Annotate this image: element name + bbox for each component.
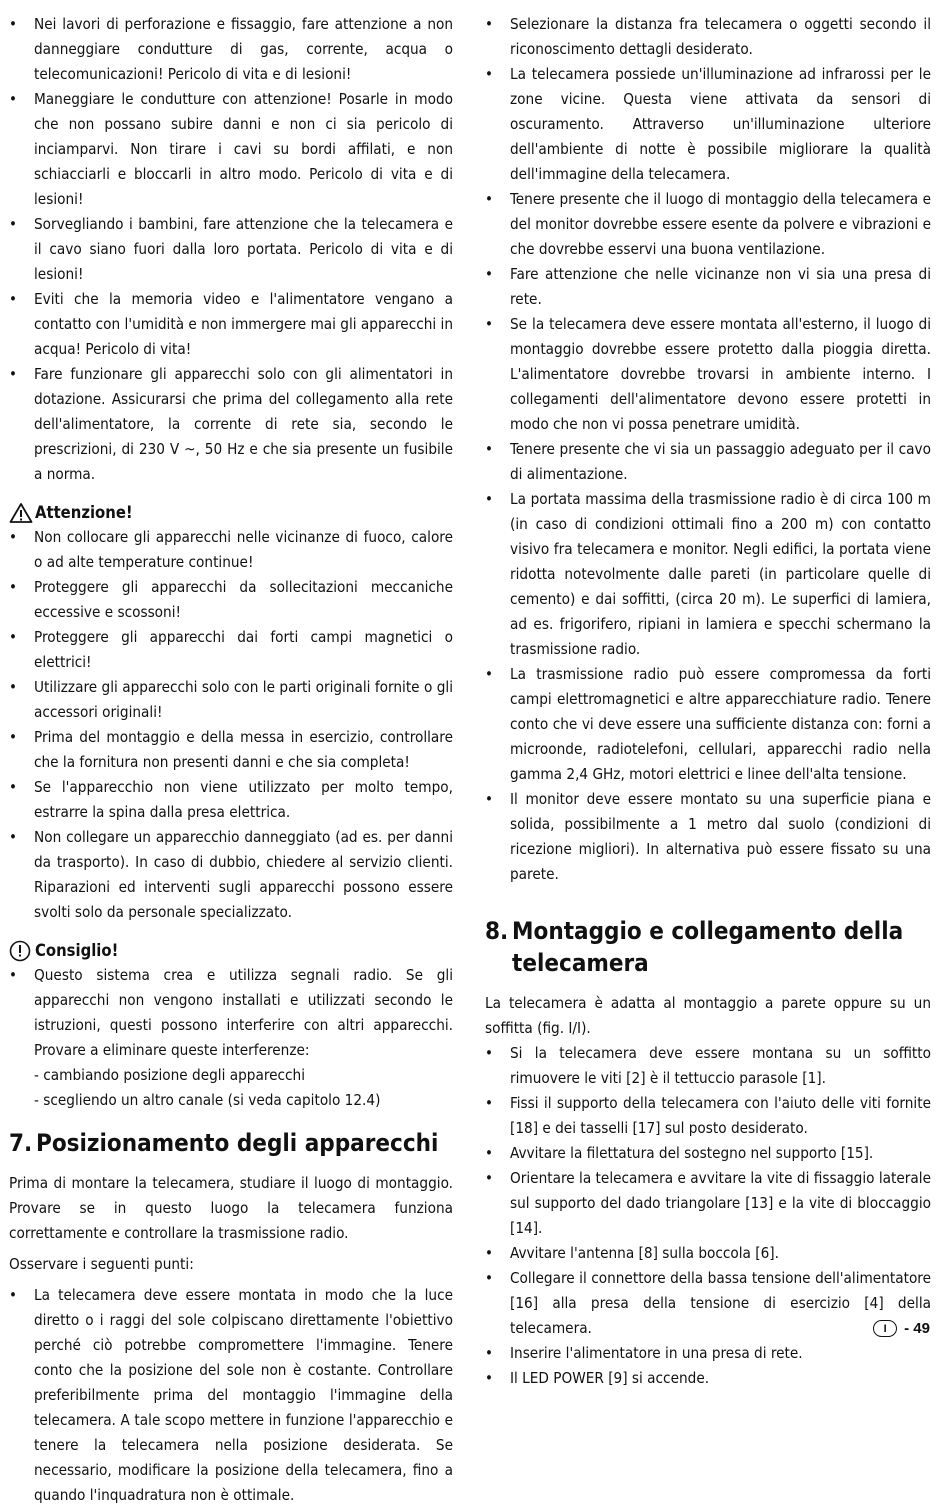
section-7-bullet-list [9, 1283, 453, 1508]
list-item: • Eviti che la memoria video e l'alimentatore vengano a contatto con l'umidità e non immergere mai gli apparecchi in acqua! Pericolo di vita! [9, 287, 453, 362]
section-7-intro: Prima di montare la telecamera, studiare il luogo di montaggio. Provare se in questo luogo la telecamera funziona correttamente e controllare la trasmissione radio. [9, 1174, 453, 1242]
list-item: • Tenere presente che vi sia un passaggio adeguato per il cavo di alimentazione. [485, 437, 931, 487]
list-item: • Fissi il supporto della telecamera con l'aiuto delle viti fornite [18] e dei tasselli [17] sul posto desiderato. [485, 1091, 931, 1141]
list-item: • Sorvegliando i bambini, fare attenzione che la telecamera e il cavo siano fuori dalla loro portata. Pericolo di vita e di lesioni! [9, 212, 453, 287]
list-item: • Proteggere gli apparecchi da sollecitazioni meccaniche eccessive e scossoni! [9, 575, 453, 625]
placement-bullet-list [485, 12, 931, 887]
list-item: • Prima del montaggio e della messa in esercizio, controllare che la fornitura non presenti danni e che sia completa! [9, 725, 453, 775]
section-number: 8. [485, 917, 509, 945]
section-title: Montaggio e collegamento della telecamera [512, 917, 904, 977]
advice-text: Questo sistema crea e utilizza segnali radio. Se gli apparecchi non vengono installati e utilizzati secondo le istruzioni, questi possono interferire con altri apparecchi. Provare a eliminare queste interferenze: [34, 966, 453, 1059]
list-item: • Se la telecamera deve essere montata all'esterno, il luogo di montaggio dovrebbe essere protetto dalla pioggia diretta. L'alimentatore dovrebbe trovarsi in ambiente interno. I collegamenti dell'alimentatore devono essere protetti in modo che non vi possa penetrare umidità. [485, 312, 931, 437]
list-item: • Avvitare la filettatura del sostegno nel supporto [15]. [485, 1141, 931, 1166]
list-item: • Non collocare gli apparecchi nelle vicinanze di fuoco, calore o ad alte temperature continue! [9, 525, 453, 575]
page-number: - 49 [904, 1320, 930, 1337]
advice-sub-item: - scegliendo un altro canale (si veda capitolo 12.4) [34, 1091, 381, 1109]
list-item: • Tenere presente che il luogo di montaggio della telecamera e del monitor dovrebbe essere esente da polvere e vibrazioni e che dovrebbe esservi una buona ventilazione. [485, 187, 931, 262]
section-8-bullet-list [485, 1041, 931, 1391]
exclamation-circle-icon [9, 940, 33, 962]
list-item: • Fare attenzione che nelle vicinanze non vi sia una presa di rete. [485, 262, 931, 312]
attention-title: Attenzione! [35, 503, 133, 522]
left-column [9, 12, 453, 1508]
list-item: • Fare funzionare gli apparecchi solo con gli alimentatori in dotazione. Assicurarsi che prima del collegamento alla rete dell'alimentatore, la corrente di rete sia, secondo le prescrizioni, di 230 V ∼, 50 Hz e che sia presente un fusibile a norma. [9, 362, 453, 487]
advice-bullet-list [9, 963, 453, 1113]
attention-heading [9, 500, 453, 525]
advice-sub-item: - cambiando posizione degli apparecchi [34, 1066, 305, 1084]
list-item: • Non collegare un apparecchio danneggiato (ad es. per danni da trasporto). In caso di dubbio, chiedere al servizio clienti. Riparazioni ed interventi sugli apparecchi possono essere svolti solo da personale specializzato. [9, 825, 453, 925]
advice-heading [9, 938, 453, 963]
right-column [485, 12, 931, 1391]
list-item: • Si la telecamera deve essere montana su un soffitto rimuovere le viti [2] è il tettuccio parasole [1]. [485, 1041, 931, 1091]
list-item: • Il LED POWER [9] si accende. [485, 1366, 931, 1391]
language-badge: I [873, 1320, 897, 1337]
safety-bullet-list [9, 12, 453, 487]
list-item: • Utilizzare gli apparecchi solo con le parti originali fornite o gli accessori originali! [9, 675, 453, 725]
list-item: • La portata massima della trasmissione radio è di circa 100 m (in caso di condizioni ottimali fino a 200 m) con contatto visivo fra telecamera e monitor. Negli edifici, la portata viene ridotta notevolmente dalle pareti (in particolare quelle di cemento) e dai soffitti, (circa 20 m). Le superfici di lamiera, ad es. frigorifero, ripiani in lamiera e specchi schermano la trasmissione radio. [485, 487, 931, 662]
section-number: 7. [9, 1129, 33, 1157]
page-footer [873, 1320, 930, 1337]
list-item: • La trasmissione radio può essere compromessa da forti campi elettromagnetici e altre apparecchiature radio. Tenere conto che vi deve essere una sufficiente distanza con: forni a microonde, radiotelefoni, cellulari, apparecchi radio nella gamma 2,4 GHz, motori elettrici e linee dell'alta tensione. [485, 662, 931, 787]
advice-title: Consiglio! [35, 941, 119, 960]
list-item: • La telecamera deve essere montata in modo che la luce diretto o i raggi del sole colpiscano direttamente l'obiettivo perché ciò potrebbe compromettere l'immagine. Tenere conto che la posizione del sole non è costante. Controllare preferibilmente prima del montaggio l'immagine della telecamera. A tale scopo mettere in funzione l'apparecchio e tenere la telecamera nella posizione desiderata. Se necessario, modificare la posizione della telecamera, fino a quando l'inquadratura non è ottimale. [9, 1283, 453, 1508]
list-item: • Orientare la telecamera e avvitare la vite di fissaggio laterale sul supporto del dado triangolare [13] e la vite di bloccaggio [14]. [485, 1166, 931, 1241]
list-item: • Inserire l'alimentatore in una presa di rete. [485, 1341, 931, 1366]
list-item: • Se l'apparecchio non viene utilizzato per molto tempo, estrarre la spina dalla presa elettrica. [9, 775, 453, 825]
section-7-heading [9, 1127, 453, 1159]
list-item: • Collegare il connettore della bassa tensione dell'alimentatore [16] alla presa della tensione di esercizio [4] della telecamera. [485, 1266, 931, 1341]
list-item: • Nei lavori di perforazione e fissaggio, fare attenzione a non danneggiare condutture di gas, corrente, acqua o telecomunicazioni! Pericolo di vita e di lesioni! [9, 12, 453, 87]
list-item [9, 963, 453, 1113]
list-item: • Selezionare la distanza fra telecamera o oggetti secondo il riconoscimento dettagli desiderato. [485, 12, 931, 62]
section-8-intro: La telecamera è adatta al montaggio a parete oppure su un soffitta (fig. I/I). [485, 994, 931, 1037]
list-item: • La telecamera possiede un'illuminazione ad infrarossi per le zone vicine. Questa viene attivata da sensori di oscuramento. Attraverso un'illuminazione ulteriore dell'ambiente di notte è possibile migliorare la qualità dell'immagine della telecamera. [485, 62, 931, 187]
list-item: • Il monitor deve essere montato su una superficie piana e solida, possibilmente a 1 metro dal suolo (condizioni di ricezione migliori). In alternativa può essere fissato su una parete. [485, 787, 931, 887]
list-item: • Proteggere gli apparecchi dai forti campi magnetici o elettrici! [9, 625, 453, 675]
list-item: • Maneggiare le condutture con attenzione! Posarle in modo che non possano subire danni e non ci sia pericolo di inciamparvi. Non tirare i cavi su bordi affilati, e non schiacciarli e bloccarli in altro modo. Pericolo di vita e di lesioni! [9, 87, 453, 212]
warning-triangle-icon [9, 502, 33, 524]
section-8-heading [485, 915, 931, 979]
attention-bullet-list [9, 525, 453, 925]
section-title: Posizionamento degli apparecchi [36, 1129, 439, 1157]
list-item: • Avvitare l'antenna [8] sulla boccola [6]. [485, 1241, 931, 1266]
section-7-points-label: Osservare i seguenti punti: [9, 1255, 194, 1273]
